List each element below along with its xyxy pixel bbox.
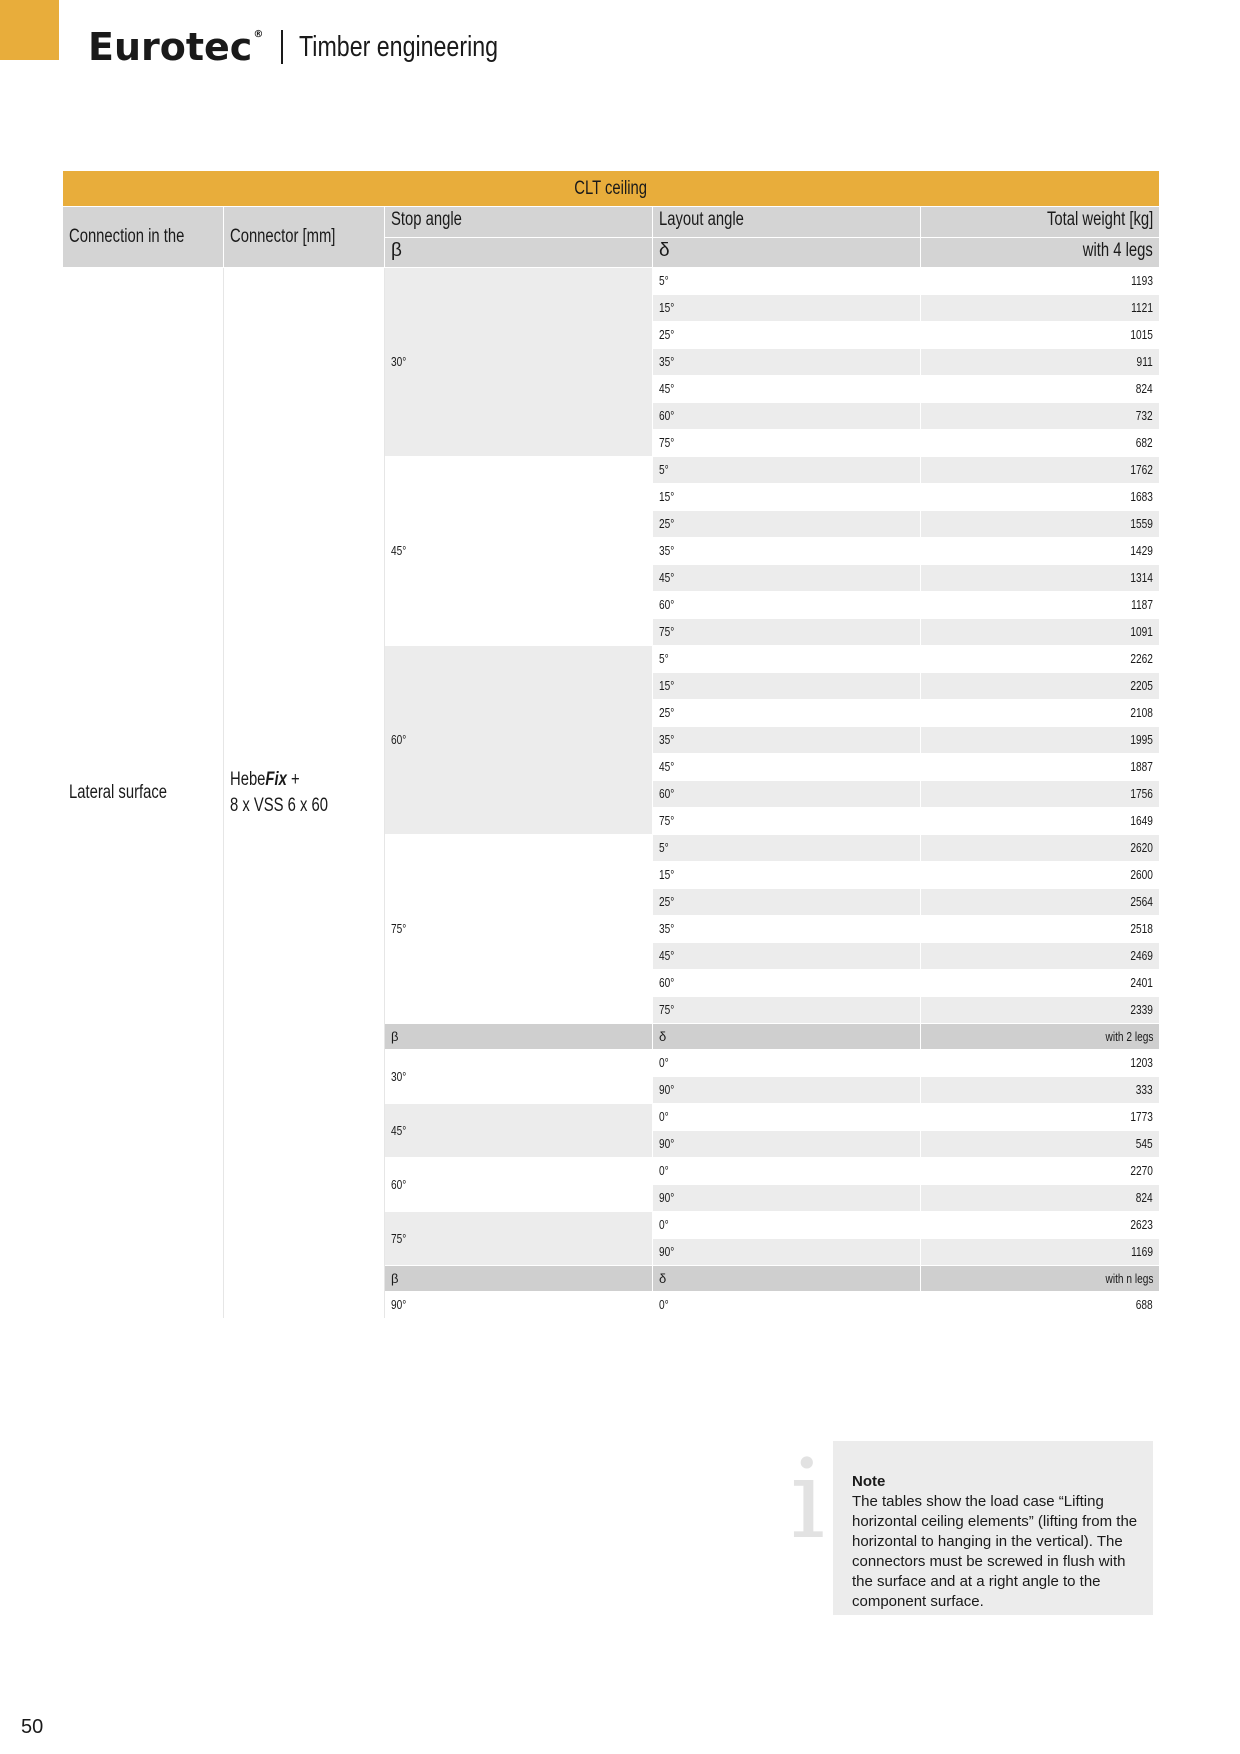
layout-angle-cell bbox=[653, 700, 921, 727]
stop-angle-cell bbox=[385, 1158, 653, 1212]
layout-angle-value: 35° bbox=[659, 921, 675, 936]
layout-angle-cell bbox=[653, 592, 921, 619]
weight-cell bbox=[921, 322, 1160, 349]
weight-cell bbox=[921, 646, 1160, 673]
note-content bbox=[852, 1472, 1142, 1612]
layout-angle-value: 15° bbox=[659, 300, 675, 315]
layout-angle-cell bbox=[653, 673, 921, 700]
layout-angle-value: 0° bbox=[659, 1217, 669, 1232]
layout-angle-cell bbox=[653, 295, 921, 322]
weight-value: 2205 bbox=[1130, 678, 1154, 693]
stop-angle-value: 30° bbox=[391, 1068, 407, 1084]
layout-angle-value: 45° bbox=[659, 759, 675, 774]
weight-cell bbox=[921, 862, 1160, 889]
layout-angle-value: 0° bbox=[659, 1109, 669, 1124]
sub-beta-cell bbox=[385, 1024, 653, 1050]
weight-value: 1169 bbox=[1131, 1244, 1154, 1259]
weight-value: 732 bbox=[1136, 408, 1154, 423]
weight-cell bbox=[921, 1077, 1160, 1104]
layout-angle-value: 5° bbox=[659, 651, 669, 666]
layout-angle-cell bbox=[653, 376, 921, 403]
layout-angle-cell bbox=[653, 889, 921, 916]
layout-angle-value: 45° bbox=[659, 381, 675, 396]
legs-label: with 2 legs bbox=[1105, 1029, 1154, 1044]
load-table bbox=[62, 170, 1159, 1319]
info-icon: i bbox=[790, 1435, 826, 1563]
weight-cell bbox=[921, 565, 1160, 592]
corner-accent bbox=[0, 0, 59, 60]
stop-angle-cell bbox=[385, 646, 653, 835]
weight-cell bbox=[921, 727, 1160, 754]
stop-angle-cell bbox=[385, 1212, 653, 1266]
weight-value: 2339 bbox=[1130, 1002, 1154, 1017]
weight-cell bbox=[921, 1104, 1160, 1131]
layout-angle-cell bbox=[653, 997, 921, 1024]
col-connector: Connector [mm] bbox=[230, 226, 336, 247]
layout-angle-value: 60° bbox=[659, 786, 675, 801]
weight-cell bbox=[921, 376, 1160, 403]
layout-angle-value: 35° bbox=[659, 732, 675, 747]
stop-angle-cell bbox=[385, 1050, 653, 1104]
weight-value: 2262 bbox=[1130, 651, 1154, 666]
weight-value: 1559 bbox=[1130, 516, 1154, 531]
layout-angle-value: 25° bbox=[659, 894, 675, 909]
layout-angle-cell bbox=[653, 322, 921, 349]
layout-angle-value: 5° bbox=[659, 462, 669, 477]
layout-angle-cell bbox=[653, 430, 921, 457]
weight-value: 2600 bbox=[1130, 867, 1154, 882]
brand-logo: Eurotec® bbox=[88, 25, 264, 69]
weight-value: 1314 bbox=[1130, 570, 1154, 585]
delta-symbol: δ bbox=[659, 1029, 667, 1044]
connection-cell bbox=[63, 268, 224, 1319]
layout-angle-value: 60° bbox=[659, 408, 675, 423]
weight-value: 1887 bbox=[1130, 759, 1154, 774]
layout-angle-cell bbox=[653, 1104, 921, 1131]
weight-value: 1015 bbox=[1130, 327, 1154, 342]
table-title-row bbox=[63, 171, 1160, 207]
weight-cell bbox=[921, 457, 1160, 484]
stop-angle-cell bbox=[385, 835, 653, 1024]
weight-cell bbox=[921, 538, 1160, 565]
layout-angle-value: 0° bbox=[659, 1055, 669, 1070]
connector-text-c: + bbox=[286, 769, 300, 790]
weight-cell bbox=[921, 619, 1160, 646]
layout-angle-cell bbox=[653, 349, 921, 376]
layout-angle-cell bbox=[653, 970, 921, 997]
col-connection: Connection in the bbox=[69, 226, 185, 247]
note-title: Note bbox=[852, 1473, 886, 1490]
weight-value: 1187 bbox=[1131, 597, 1154, 612]
layout-angle-value: 15° bbox=[659, 489, 675, 504]
weight-cell bbox=[921, 1158, 1160, 1185]
weight-value: 2620 bbox=[1130, 840, 1154, 855]
stop-angle-value: 60° bbox=[391, 732, 407, 747]
weight-cell bbox=[921, 1131, 1160, 1158]
weight-value: 1091 bbox=[1130, 624, 1154, 639]
layout-angle-cell bbox=[653, 727, 921, 754]
layout-angle-cell bbox=[653, 565, 921, 592]
layout-angle-cell bbox=[653, 403, 921, 430]
beta-symbol: β bbox=[391, 239, 402, 261]
weight-cell bbox=[921, 970, 1160, 997]
layout-angle-cell bbox=[653, 781, 921, 808]
weight-cell bbox=[921, 889, 1160, 916]
weight-value: 1193 bbox=[1131, 273, 1154, 288]
weight-value: 1203 bbox=[1130, 1055, 1154, 1070]
weight-cell bbox=[921, 1292, 1160, 1319]
page-number: 50 bbox=[21, 1716, 44, 1738]
weight-value: 2270 bbox=[1130, 1163, 1154, 1178]
layout-angle-value: 75° bbox=[659, 1002, 675, 1017]
layout-angle-value: 45° bbox=[659, 948, 675, 963]
col-total-weight: Total weight [kg] bbox=[1046, 209, 1154, 230]
weight-cell bbox=[921, 268, 1160, 295]
weight-cell bbox=[921, 673, 1160, 700]
note-body: The tables show the load case “Lifting horizontal ceiling elements” (lifting from the horizontal to hanging in the vertical). The connectors must be screwed in flush with the surface and at a right angle to the component surface. bbox=[852, 1493, 1138, 1610]
weight-value: 333 bbox=[1136, 1082, 1154, 1097]
weight-value: 911 bbox=[1136, 354, 1154, 369]
layout-angle-cell bbox=[653, 1131, 921, 1158]
layout-angle-value: 60° bbox=[659, 597, 675, 612]
stop-angle-cell bbox=[385, 1292, 653, 1319]
weight-cell bbox=[921, 997, 1160, 1024]
weight-cell bbox=[921, 1050, 1160, 1077]
layout-angle-value: 35° bbox=[659, 354, 675, 369]
layout-angle-cell bbox=[653, 862, 921, 889]
stop-angle-cell bbox=[385, 268, 653, 457]
weight-value: 545 bbox=[1136, 1136, 1154, 1151]
layout-angle-cell bbox=[653, 943, 921, 970]
layout-angle-value: 5° bbox=[659, 273, 669, 288]
weight-value: 682 bbox=[1136, 435, 1154, 450]
connector-cell bbox=[224, 268, 385, 1319]
beta-symbol: β bbox=[391, 1029, 399, 1044]
weight-cell bbox=[921, 1212, 1160, 1239]
layout-angle-value: 25° bbox=[659, 327, 675, 342]
weight-cell bbox=[921, 781, 1160, 808]
weight-cell bbox=[921, 1185, 1160, 1212]
weight-cell bbox=[921, 1239, 1160, 1266]
header-row bbox=[63, 207, 1160, 238]
layout-angle-cell bbox=[653, 646, 921, 673]
weight-cell bbox=[921, 403, 1160, 430]
layout-angle-value: 75° bbox=[659, 813, 675, 828]
layout-angle-value: 60° bbox=[659, 975, 675, 990]
weight-value: 1121 bbox=[1131, 300, 1154, 315]
stop-angle-value: 45° bbox=[391, 1122, 407, 1138]
layout-angle-cell bbox=[653, 916, 921, 943]
col-layout-angle: Layout angle bbox=[659, 209, 744, 230]
sub-legs-cell bbox=[921, 1024, 1160, 1050]
layout-angle-cell bbox=[653, 754, 921, 781]
stop-angle-value: 45° bbox=[391, 543, 407, 558]
layout-angle-value: 15° bbox=[659, 678, 675, 693]
layout-angle-value: 90° bbox=[659, 1244, 675, 1259]
stop-angle-value: 60° bbox=[391, 1176, 407, 1192]
layout-angle-cell bbox=[653, 484, 921, 511]
weight-value: 1773 bbox=[1130, 1109, 1154, 1124]
layout-angle-value: 5° bbox=[659, 840, 669, 855]
layout-angle-cell bbox=[653, 619, 921, 646]
delta-symbol: δ bbox=[659, 239, 670, 261]
page-header bbox=[88, 24, 548, 70]
weight-value: 1762 bbox=[1130, 462, 1154, 477]
layout-angle-value: 35° bbox=[659, 543, 675, 558]
weight-cell bbox=[921, 511, 1160, 538]
weight-cell bbox=[921, 700, 1160, 727]
weight-cell bbox=[921, 808, 1160, 835]
layout-angle-cell bbox=[653, 538, 921, 565]
sub-legs-cell bbox=[921, 1266, 1160, 1292]
weight-value: 2564 bbox=[1130, 894, 1154, 909]
weight-cell bbox=[921, 592, 1160, 619]
header-title: Timber engineering bbox=[299, 30, 499, 63]
table-title: CLT ceiling bbox=[574, 178, 648, 199]
connector-text-d: 8 x VSS 6 x 60 bbox=[230, 795, 329, 816]
table-row bbox=[63, 268, 1160, 295]
layout-angle-cell bbox=[653, 808, 921, 835]
stop-angle-value: 90° bbox=[391, 1297, 407, 1312]
weight-value: 2108 bbox=[1130, 705, 1154, 720]
layout-angle-cell bbox=[653, 1077, 921, 1104]
layout-angle-value: 0° bbox=[659, 1163, 669, 1178]
layout-angle-cell bbox=[653, 1239, 921, 1266]
connection-value: Lateral surface bbox=[69, 782, 168, 803]
weight-cell bbox=[921, 754, 1160, 781]
layout-angle-cell bbox=[653, 1050, 921, 1077]
layout-angle-value: 25° bbox=[659, 705, 675, 720]
layout-angle-cell bbox=[653, 835, 921, 862]
sub-delta-cell bbox=[653, 1266, 921, 1292]
connector-text-b: Fix bbox=[265, 769, 287, 790]
weight-cell bbox=[921, 295, 1160, 322]
weight-cell bbox=[921, 430, 1160, 457]
weight-value: 824 bbox=[1136, 381, 1154, 396]
connector-text-a: Hebe bbox=[230, 769, 266, 790]
col-stop-angle: Stop angle bbox=[391, 209, 462, 230]
stop-angle-cell bbox=[385, 1104, 653, 1158]
weight-value: 1995 bbox=[1130, 732, 1154, 747]
layout-angle-value: 45° bbox=[659, 570, 675, 585]
layout-angle-cell bbox=[653, 457, 921, 484]
stop-angle-value: 75° bbox=[391, 1230, 407, 1246]
weight-cell bbox=[921, 484, 1160, 511]
header-divider bbox=[281, 30, 283, 64]
weight-value: 688 bbox=[1136, 1297, 1154, 1312]
weight-value: 2623 bbox=[1130, 1217, 1154, 1232]
weight-cell bbox=[921, 835, 1160, 862]
weight-value: 1683 bbox=[1130, 489, 1154, 504]
layout-angle-value: 90° bbox=[659, 1190, 675, 1205]
sub-delta-cell bbox=[653, 1024, 921, 1050]
weight-value: 1649 bbox=[1130, 813, 1154, 828]
layout-angle-value: 25° bbox=[659, 516, 675, 531]
layout-angle-cell bbox=[653, 1158, 921, 1185]
legs-4-label: with 4 legs bbox=[1083, 239, 1154, 261]
stop-angle-cell bbox=[385, 457, 653, 646]
weight-cell bbox=[921, 943, 1160, 970]
layout-angle-value: 15° bbox=[659, 867, 675, 882]
weight-value: 824 bbox=[1136, 1190, 1154, 1205]
weight-value: 2469 bbox=[1130, 948, 1154, 963]
weight-value: 1756 bbox=[1130, 786, 1154, 801]
layout-angle-cell bbox=[653, 1185, 921, 1212]
connector-value bbox=[230, 767, 328, 819]
layout-angle-cell bbox=[653, 1212, 921, 1239]
layout-angle-cell bbox=[653, 268, 921, 295]
layout-angle-value: 75° bbox=[659, 624, 675, 639]
layout-angle-value: 90° bbox=[659, 1136, 675, 1151]
stop-angle-value: 30° bbox=[391, 354, 407, 369]
weight-cell bbox=[921, 916, 1160, 943]
delta-symbol: δ bbox=[659, 1271, 667, 1286]
layout-angle-cell bbox=[653, 1292, 921, 1319]
beta-symbol: β bbox=[391, 1271, 399, 1286]
stop-angle-value: 75° bbox=[391, 921, 407, 936]
legs-label: with n legs bbox=[1105, 1271, 1154, 1286]
weight-cell bbox=[921, 349, 1160, 376]
layout-angle-value: 75° bbox=[659, 435, 675, 450]
weight-value: 2401 bbox=[1130, 975, 1154, 990]
layout-angle-value: 90° bbox=[659, 1082, 675, 1097]
sub-beta-cell bbox=[385, 1266, 653, 1292]
weight-value: 2518 bbox=[1130, 921, 1154, 936]
weight-value: 1429 bbox=[1130, 543, 1154, 558]
layout-angle-cell bbox=[653, 511, 921, 538]
layout-angle-value: 0° bbox=[659, 1297, 669, 1312]
